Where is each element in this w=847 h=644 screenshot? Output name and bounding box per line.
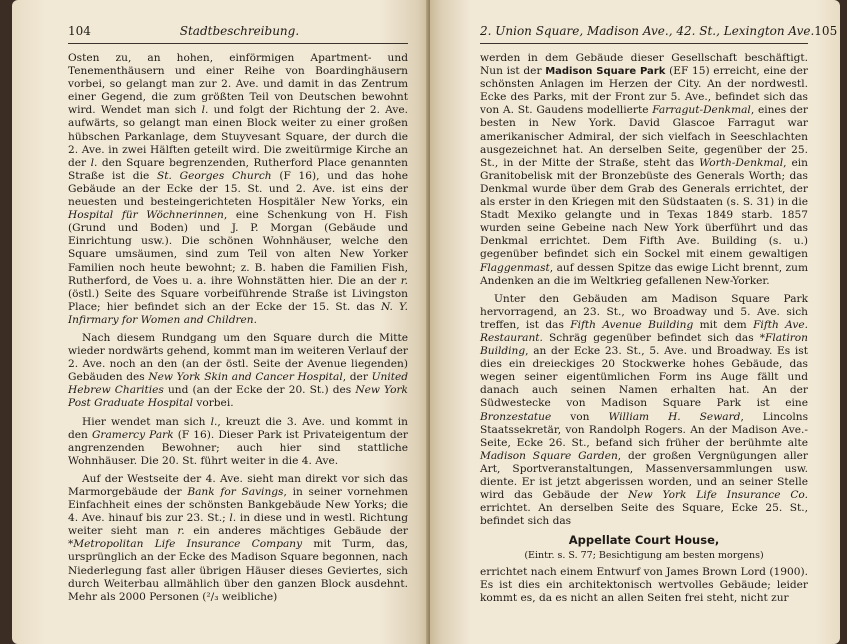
running-title: 2. Union Square, Madison Ave., 42. St., Lexington Ave. (480, 24, 815, 38)
paragraph: Auf der Westseite der 4. Ave. sieht man direkt vor sich das Marmorgebäude der Bank for Savings, in seiner vornehmen Einfachheit eines der schönsten Bankgebäude New Yorks; die 4. Ave. hinauf bis zur 23. St.; l. in diese und in westl. Richtung weiter sieht man r. ein anderes mächtiges Gebäude der *Metropolitan Life Insurance Company mit Turm, das, ursprünglich an der Ecke des Madison Square begonnen, nach Niederlegung fast aller übrigen Häuser dieses Geviertes, sich durch Weiterbau allmählich über den ganzen Block ausdehnt. Mehr als 2000 Personen (²/₃ weibliche) (68, 472, 408, 603)
left-page (12, 0, 430, 644)
right-page-header (480, 24, 838, 44)
paragraph: werden in dem Gebäude dieser Gesellschaft beschäftigt. Nun ist der Madison Square Park (EF 15) erreicht, eine der schönsten Anlagen im Herzen der City. An der nordwestl. Ecke des Parks, mit der Front zur 5. Ave., befindet sich das von A. St. Gaudens modellierte Farragut-Denkmal, eines der besten in New York. David Glascoe Farragut war amerikanischer Admiral, der sich vielfach in Seeschlachten ausgezeichnet hat. An derselben Seite, gegenüber der 25. St., in der Mitte der Straße, steht das Worth-Denkmal, ein Granitobelisk mit der Bronzebüste des Generals Worth; das Denkmal wurde über dem Grab des Generals errichtet, der als erster in den Kriegen mit den Südstaaten (s. S. 31) in die Stadt Mexiko gelangte und in Texas 1849 starb. 1857 wurden seine Gebeine nach New York überführt und das Denkmal errichtet. Dem Fifth Ave. Building (s. u.) gegenüber befindet sich ein Sockel mit einem gewaltigen Flaggenmast, auf dessen Spitze das ewige Licht brennt, zum Andenken an die im Weltkrieg gefallenen New-Yorker. (480, 52, 808, 287)
paragraph: Hier wendet man sich l., kreuzt die 3. Ave. und kommt in den Gramercy Park (F 16). Dieser Park ist Privateigentum der angrenzenden Bewohner; auch hier sind stattliche Wohnhäuser. Die 20. St. führt weiter in die 4. Ave. (68, 415, 408, 467)
right-page (430, 0, 840, 644)
page-number: 105 (814, 24, 838, 38)
paragraph: Unter den Gebäuden am Madison Square Park hervorragend, an 23. St., wo Broadway und 5. Ave. sich treffen, ist das Fifth Avenue Building mit dem Fifth Ave. Restaurant. Schräg gegenüber befindet sich das *Flatiron Building, an der Ecke 23. St., 5. Ave. und Broadway. Es ist dies ein dreieckiges 20 Stockwerke hohes Gebäude, das wegen seiner eigentümlichen Form ins Auge fällt und danach auch seinen Namen erhalten hat. An der Südwestecke von Madison Square Park ist eine Bronzestatue von William H. Seward, Lincolns Staatssekretär, von Randolph Rogers. An der Madison Ave.-Seite, Ecke 26. St., befand sich früher der berühmte alte Madison Square Garden, der großen Vergnügungen aller Art, Sportveranstaltungen, Massenversammlungen usw. diente. Er ist jetzt abgerissen worden, und an seiner Stelle wird das Gebäude der New York Life Insurance Co. errichtet. An derselben Seite des Square, Ecke 25. St., befindet sich das (480, 292, 809, 528)
page-number: 104 (68, 24, 91, 38)
paragraph: Osten zu, an hohen, einförmigen Apartment- und Tenementhäusern und einer Reihe von Boardinghäusern vorbei, so gelangt man zur 2. Ave. und damit in das Zentrum einer Gegend, die zum größten Teil von Deutschen bewohnt wird. Wendet man sich l. und folgt der Richtung der 2. Ave. aufwärts, so gelangt man einen Block weiter zu einer großen hübschen Parkanlage, dem Stuyvesant Square, der durch die 2. Ave. in zwei Hälften geteilt wird. Die zweitürmige Kirche an der l. den Square begrenzenden, Rutherford Place genannten Straße ist die St. Georges Church (F 16), und das hohe Gebäude an der Ecke der 15. St. und 2. Ave. ist eins der neuesten und besteingerichteten Hospitäler New Yorks, ein Hospital für Wöchnerinnen, eine Schenkung von H. Fish (Grund und Boden) und J. P. Morgan (Gebäude und Einrichtung usw.). Die schönen Wohnhäuser, welche den Square umsäumen, sind zum Teil von alten New Yorker Familien noch heute bewohnt; z. B. haben die Familien Fish, Rutherford, de Voes u. a. ihre Wohnstätten hier. Die an der r. (östl.) Seite des Square vorbeiführende Straße ist Livingston Place; hier befindet sich an der Ecke der 15. St. das N. Y. Infirmary for Women and Children. (68, 52, 409, 326)
section-subheading: (Eintr. s. S. 77; Besichtigung am besten morgens) (524, 550, 764, 562)
left-page-text (68, 52, 408, 604)
right-page-text (480, 52, 808, 605)
paragraph: errichtet nach einem Entwurf von James Brown Lord (1900). Es ist dies ein architektonisch wertvolles Gebäude; leider kommt es, da es nicht an allen Seiten frei steht, nicht zur (480, 565, 808, 604)
section-heading: Appellate Court House, (568, 533, 720, 548)
left-page-header (68, 24, 408, 44)
running-title: Stadtbeschreibung. (179, 24, 300, 38)
paragraph: Nach diesem Rundgang um den Square durch die Mitte wieder nordwärts gehend, kommt man im weiteren Verlauf der 2. Ave. noch an den (an der östl. Seite der Avenue liegenden) Gebäuden des New York Skin and Cancer Hospital, der United Hebrew Charities und (an der Ecke der 20. St.) des New York Post Graduate Hospital vorbei. (68, 331, 409, 410)
